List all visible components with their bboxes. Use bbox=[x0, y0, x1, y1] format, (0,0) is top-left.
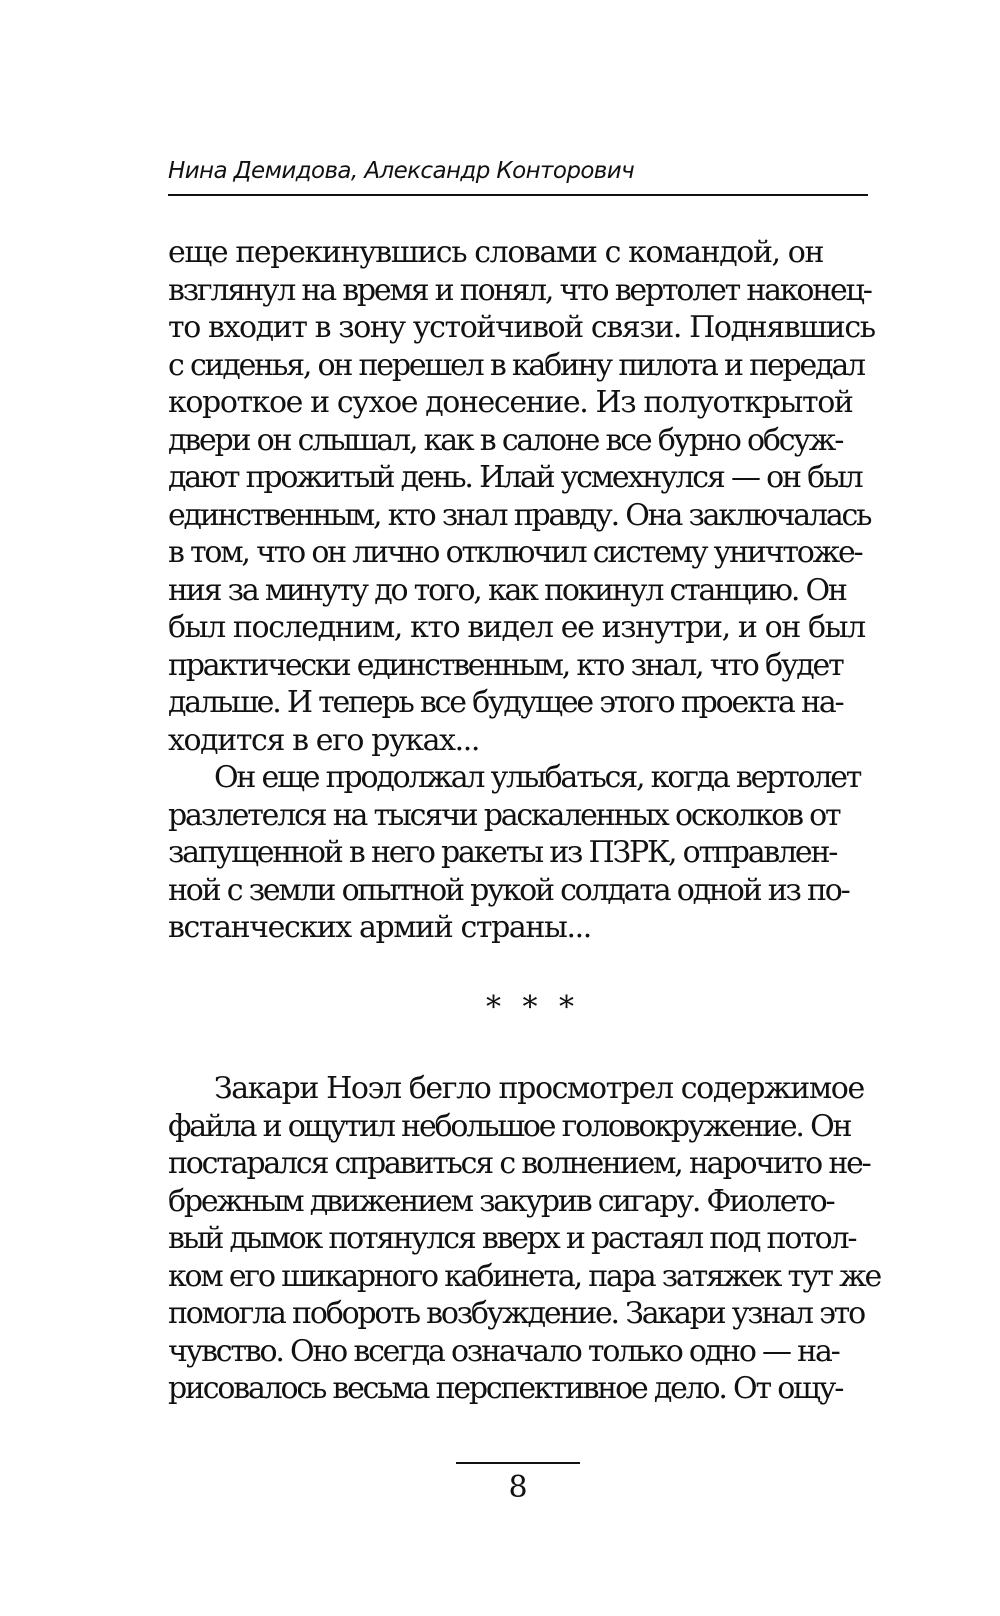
text-line: постарался справиться с волнением, нарочито не- bbox=[168, 1146, 870, 1181]
text-line: ходится в его руках... bbox=[168, 722, 480, 758]
text-line: рисовалось весьма перспективное дело. От ощу- bbox=[168, 1371, 843, 1406]
text-line: чувство. Оно всегда означало только одно — на- bbox=[168, 1333, 839, 1369]
text-block-1 bbox=[168, 234, 875, 947]
text-line: короткое и сухое донесение. Из полуоткрытой bbox=[168, 385, 853, 420]
paragraph bbox=[168, 759, 868, 947]
text-line: дальше. И теперь все будущее этого проекта на- bbox=[168, 685, 843, 720]
text-line: еще перекинувшись словами с командой, он bbox=[168, 235, 824, 270]
text-block-2 bbox=[168, 1070, 881, 1408]
text-line: взглянул на время и понял, что вертолет наконец- bbox=[168, 272, 871, 308]
footer-rule bbox=[456, 1462, 580, 1464]
text-line: встанческих армий страны... bbox=[168, 910, 591, 945]
text-line: Он еще продолжал улыбаться, когда вертолет bbox=[214, 760, 861, 795]
text-line: файла и ощутил небольшое головокружение. Он bbox=[168, 1108, 851, 1144]
text-line: практически единственным, кто знал, что будет bbox=[168, 647, 843, 683]
text-line: двери он слышал, как в салоне все бурно обсуж- bbox=[168, 422, 843, 458]
text-line: Закари Ноэл бегло просмотрел содержимое bbox=[214, 1071, 864, 1106]
page-number: 8 bbox=[508, 1470, 528, 1505]
text-line: дают прожитый день. Илай усмехнулся — он был bbox=[168, 460, 862, 495]
paragraph bbox=[168, 234, 875, 759]
text-line: помогла побороть возбуждение. Закари узнал это bbox=[168, 1296, 864, 1331]
text-line: запущенной в него ракеты из ПЗРК, отправлен- bbox=[168, 835, 837, 870]
text-line: был последним, кто видел ее изнутри, и он был bbox=[168, 610, 865, 645]
section-separator: * * * bbox=[485, 990, 581, 1025]
paragraph bbox=[168, 1070, 881, 1408]
text-line: разлетелся на тысячи раскаленных осколков от bbox=[168, 797, 840, 833]
text-line: ной с земли опытной рукой солдата одной из по- bbox=[168, 872, 849, 908]
text-line: вый дымок потянулся вверх и растаял под потол- bbox=[168, 1221, 856, 1256]
running-head: Нина Демидова, Александр Конторович bbox=[168, 158, 635, 184]
text-line: ком его шикарного кабинета, пара затяжек тут же bbox=[168, 1258, 881, 1294]
text-line: в том, что он лично отключил систему уничтоже- bbox=[168, 535, 862, 570]
text-line: то входит в зону устойчивой связи. Поднявшись bbox=[168, 310, 875, 345]
text-line: брежным движением закурив сигару. Фиолето- bbox=[168, 1183, 834, 1219]
text-line: с сиденья, он перешел в кабину пилота и передал bbox=[168, 347, 864, 383]
text-line: ния за минуту до того, как покинул станцию. Он bbox=[168, 572, 846, 608]
header-rule bbox=[168, 194, 868, 196]
text-line: единственным, кто знал правду. Она заключалась bbox=[168, 497, 871, 533]
